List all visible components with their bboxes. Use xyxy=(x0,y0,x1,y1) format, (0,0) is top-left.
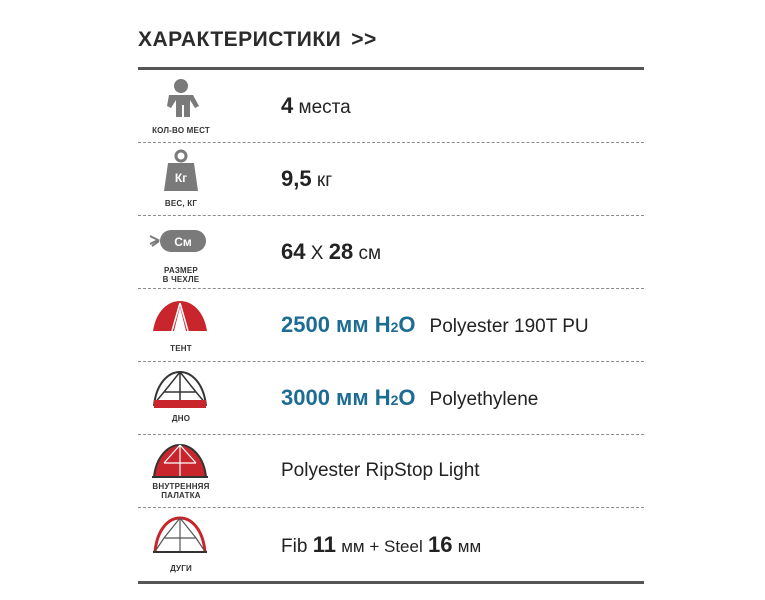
icon-cell xyxy=(138,143,224,215)
spec-row-places xyxy=(138,70,644,143)
value-material-1: Fib xyxy=(281,535,308,557)
bag-icon xyxy=(148,224,208,258)
icon-label: РАЗМЕР В ЧЕХЛЕ xyxy=(162,266,200,284)
poles-icon xyxy=(150,514,210,556)
spec-value xyxy=(281,312,589,338)
value-separator: X xyxy=(310,243,324,264)
icon-label: КОЛ-ВО МЕСТ xyxy=(152,126,210,135)
spec-value xyxy=(281,93,351,119)
spec-value xyxy=(281,166,332,192)
section-title xyxy=(138,28,377,52)
icon-cell xyxy=(138,70,224,142)
icon-cell xyxy=(138,216,224,288)
value-size-1: 11 xyxy=(312,531,336,557)
value-number: 9,5 xyxy=(281,166,312,191)
value-unit: кг xyxy=(316,170,333,191)
value-material: Polyester RipStop Light xyxy=(281,460,480,481)
value-unit: места xyxy=(298,97,351,118)
value-number: 4 xyxy=(281,93,294,118)
value-material: Polyester 190T PU xyxy=(429,316,589,337)
spec-row-fly xyxy=(138,289,644,362)
floor-icon xyxy=(150,366,210,410)
icon-cell xyxy=(138,435,224,507)
waterproof-sub: 2 xyxy=(390,392,399,408)
spec-row-poles xyxy=(138,508,644,581)
value-size-2: 16 xyxy=(428,531,453,557)
value-unit: мм xyxy=(457,536,482,556)
bag-icon-text: См xyxy=(174,235,192,249)
value-width: 28 xyxy=(328,239,354,264)
icon-label: ТЕНТ xyxy=(170,344,192,353)
spec-row-pack-size xyxy=(138,216,644,289)
icon-cell xyxy=(138,508,224,581)
spec-value xyxy=(281,385,538,411)
title-arrows: >> xyxy=(351,28,377,51)
value-waterproof xyxy=(281,385,416,410)
spec-row-inner-tent xyxy=(138,435,644,508)
person-icon xyxy=(156,76,206,120)
inner-tent-icon xyxy=(150,441,210,481)
spec-value xyxy=(281,532,481,558)
spec-value xyxy=(281,239,381,265)
icon-label: ДУГИ xyxy=(170,564,192,573)
weight-icon xyxy=(156,149,206,195)
waterproof-end: O xyxy=(398,312,416,337)
icon-cell xyxy=(138,289,224,361)
specs-table xyxy=(138,67,644,584)
title-text: ХАРАКТЕРИСТИКИ xyxy=(138,28,342,51)
spec-row-weight xyxy=(138,143,644,216)
value-waterproof xyxy=(281,312,416,337)
tent-icon xyxy=(150,297,210,337)
spec-value xyxy=(281,460,480,482)
waterproof-text: 3000 мм H xyxy=(281,385,391,410)
waterproof-sub: 2 xyxy=(390,319,399,335)
icon-cell xyxy=(138,362,224,434)
waterproof-text: 2500 мм H xyxy=(281,312,391,337)
waterproof-end: O xyxy=(398,385,416,410)
icon-label: ВНУТРЕННЯЯ ПАЛАТКА xyxy=(152,482,210,500)
value-material-2: мм + Steel xyxy=(341,536,423,556)
value-length: 64 xyxy=(281,239,306,264)
value-unit: см xyxy=(358,243,382,264)
icon-label: ВЕС, КГ xyxy=(164,199,198,208)
icon-label: ДНО xyxy=(171,414,191,423)
value-material: Polyethylene xyxy=(429,389,539,410)
spec-row-floor xyxy=(138,362,644,435)
weight-icon-text: Кг xyxy=(174,171,188,185)
